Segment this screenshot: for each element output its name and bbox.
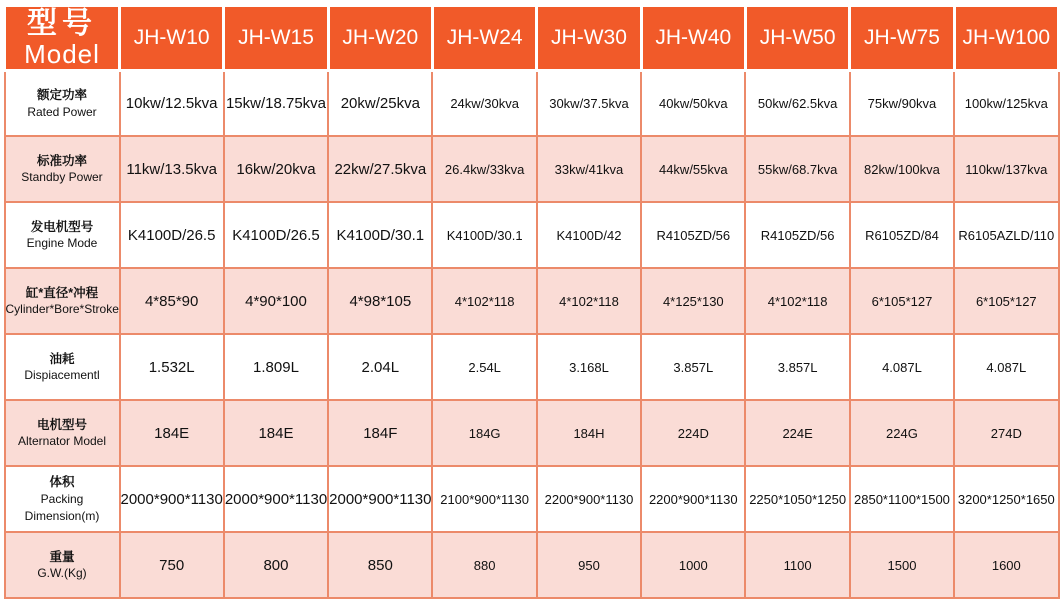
spec-value-cell: 4*102*118 bbox=[537, 268, 641, 334]
spec-row bbox=[5, 532, 1059, 598]
row-label-en: Rated Power bbox=[27, 104, 97, 119]
spec-value-cell: 1500 bbox=[850, 532, 954, 598]
spec-value-cell: 184H bbox=[537, 400, 641, 466]
spec-value-cell: 3200*1250*1650 bbox=[954, 466, 1058, 532]
spec-value-cell: 4*85*90 bbox=[120, 268, 224, 334]
row-label-en: Dispiacementl bbox=[24, 368, 100, 383]
spec-row bbox=[5, 466, 1059, 532]
spec-value-cell: 2000*900*1130 bbox=[224, 466, 328, 532]
spec-value-cell: 184E bbox=[224, 400, 328, 466]
header-row bbox=[5, 6, 1059, 71]
row-label-en: Packing Dimension(m) bbox=[24, 492, 100, 523]
model-header-cn: 型号 bbox=[27, 7, 97, 40]
spec-value-cell: 224E bbox=[745, 400, 849, 466]
spec-value-cell: K4100D/26.5 bbox=[120, 202, 224, 268]
spec-value-cell: 1100 bbox=[745, 532, 849, 598]
spec-value-cell: 224G bbox=[850, 400, 954, 466]
row-label-cn: 油耗 bbox=[49, 351, 75, 366]
spec-value-cell: 1600 bbox=[954, 532, 1058, 598]
model-column-header: JH-W100 bbox=[954, 6, 1058, 71]
spec-value-cell: 100kw/125kva bbox=[954, 70, 1058, 136]
spec-value-cell: 30kw/37.5kva bbox=[537, 70, 641, 136]
model-column-header: JH-W20 bbox=[328, 6, 432, 71]
model-column-header: JH-W10 bbox=[120, 6, 224, 71]
row-label-cn: 缸*直径*冲程 bbox=[25, 285, 99, 300]
spec-value-cell: 2200*900*1130 bbox=[641, 466, 745, 532]
spec-value-cell: 2000*900*1130 bbox=[328, 466, 432, 532]
row-label-cn: 发电机型号 bbox=[30, 219, 94, 234]
row-label bbox=[5, 334, 120, 400]
spec-value-cell: 950 bbox=[537, 532, 641, 598]
spec-value-cell: 2.04L bbox=[328, 334, 432, 400]
model-column-header: JH-W15 bbox=[224, 6, 328, 71]
model-column-header: JH-W24 bbox=[432, 6, 536, 71]
spec-value-cell: 4*102*118 bbox=[432, 268, 536, 334]
spec-value-cell: 2850*1100*1500 bbox=[850, 466, 954, 532]
row-label bbox=[5, 268, 120, 334]
model-column-header: JH-W30 bbox=[537, 6, 641, 71]
spec-value-cell: 850 bbox=[328, 532, 432, 598]
spec-value-cell: 274D bbox=[954, 400, 1058, 466]
row-label-cn: 额定功率 bbox=[36, 87, 87, 102]
row-label-en: G.W.(Kg) bbox=[37, 566, 87, 581]
spec-row bbox=[5, 334, 1059, 400]
spec-value-cell: 3.857L bbox=[641, 334, 745, 400]
row-label bbox=[5, 136, 120, 202]
model-column-header: JH-W50 bbox=[745, 6, 849, 71]
spec-value-cell: 4.087L bbox=[850, 334, 954, 400]
spec-value-cell: 10kw/12.5kva bbox=[120, 70, 224, 136]
row-label-en: Standby Power bbox=[21, 170, 103, 185]
row-label bbox=[5, 70, 120, 136]
spec-value-cell: 75kw/90kva bbox=[850, 70, 954, 136]
row-label bbox=[5, 532, 120, 598]
spec-value-cell: 24kw/30kva bbox=[432, 70, 536, 136]
spec-value-cell: 3.857L bbox=[745, 334, 849, 400]
spec-value-cell: 6*105*127 bbox=[850, 268, 954, 334]
spec-value-cell: 2000*900*1130 bbox=[120, 466, 224, 532]
spec-value-cell: K4100D/42 bbox=[537, 202, 641, 268]
spec-table-body bbox=[5, 70, 1059, 598]
spec-value-cell: 3.168L bbox=[537, 334, 641, 400]
model-header-cell bbox=[5, 6, 120, 71]
model-column-header: JH-W75 bbox=[850, 6, 954, 71]
row-label-en: Cylinder*Bore*Stroke bbox=[5, 302, 119, 317]
spec-value-cell: 11kw/13.5kva bbox=[120, 136, 224, 202]
spec-value-cell: 1000 bbox=[641, 532, 745, 598]
row-label bbox=[5, 202, 120, 268]
model-header-en: Model bbox=[24, 39, 100, 69]
spec-value-cell: 2.54L bbox=[432, 334, 536, 400]
row-label-cn: 重量 bbox=[49, 549, 75, 564]
spec-value-cell: 55kw/68.7kva bbox=[745, 136, 849, 202]
spec-value-cell: 4*125*130 bbox=[641, 268, 745, 334]
spec-value-cell: K4100D/30.1 bbox=[432, 202, 536, 268]
spec-value-cell: 750 bbox=[120, 532, 224, 598]
spec-value-cell: 26.4kw/33kva bbox=[432, 136, 536, 202]
spec-value-cell: 2100*900*1130 bbox=[432, 466, 536, 532]
spec-value-cell: 2250*1050*1250 bbox=[745, 466, 849, 532]
spec-value-cell: 2200*900*1130 bbox=[537, 466, 641, 532]
spec-value-cell: 4.087L bbox=[954, 334, 1058, 400]
spec-value-cell: 33kw/41kva bbox=[537, 136, 641, 202]
spec-value-cell: 224D bbox=[641, 400, 745, 466]
spec-row bbox=[5, 202, 1059, 268]
spec-value-cell: 44kw/55kva bbox=[641, 136, 745, 202]
generator-spec-table bbox=[3, 4, 1060, 599]
spec-row bbox=[5, 268, 1059, 334]
spec-value-cell: R4105ZD/56 bbox=[641, 202, 745, 268]
spec-value-cell: R4105ZD/56 bbox=[745, 202, 849, 268]
spec-value-cell: R6105AZLD/110 bbox=[954, 202, 1058, 268]
spec-value-cell: 20kw/25kva bbox=[328, 70, 432, 136]
spec-value-cell: 1.532L bbox=[120, 334, 224, 400]
spec-row bbox=[5, 136, 1059, 202]
row-label-cn: 标准功率 bbox=[36, 153, 87, 168]
spec-value-cell: 40kw/50kva bbox=[641, 70, 745, 136]
row-label-en: Engine Mode bbox=[26, 236, 98, 251]
spec-value-cell: 1.809L bbox=[224, 334, 328, 400]
spec-value-cell: K4100D/26.5 bbox=[224, 202, 328, 268]
spec-value-cell: 16kw/20kva bbox=[224, 136, 328, 202]
spec-value-cell: 15kw/18.75kva bbox=[224, 70, 328, 136]
spec-value-cell: 82kw/100kva bbox=[850, 136, 954, 202]
row-label-en: Alternator Model bbox=[17, 434, 107, 449]
spec-value-cell: 22kw/27.5kva bbox=[328, 136, 432, 202]
spec-value-cell: 110kw/137kva bbox=[954, 136, 1058, 202]
row-label-cn: 电机型号 bbox=[36, 417, 87, 432]
spec-value-cell: 6*105*127 bbox=[954, 268, 1058, 334]
spec-value-cell: 4*90*100 bbox=[224, 268, 328, 334]
spec-row bbox=[5, 70, 1059, 136]
spec-value-cell: R6105ZD/84 bbox=[850, 202, 954, 268]
model-column-header: JH-W40 bbox=[641, 6, 745, 71]
spec-value-cell: 4*98*105 bbox=[328, 268, 432, 334]
row-label bbox=[5, 400, 120, 466]
spec-value-cell: K4100D/30.1 bbox=[328, 202, 432, 268]
spec-value-cell: 184E bbox=[120, 400, 224, 466]
spec-row bbox=[5, 400, 1059, 466]
spec-value-cell: 184G bbox=[432, 400, 536, 466]
row-label-cn: 体积 bbox=[49, 475, 75, 490]
spec-value-cell: 800 bbox=[224, 532, 328, 598]
spec-value-cell: 880 bbox=[432, 532, 536, 598]
spec-value-cell: 50kw/62.5kva bbox=[745, 70, 849, 136]
spec-value-cell: 4*102*118 bbox=[745, 268, 849, 334]
spec-value-cell: 184F bbox=[328, 400, 432, 466]
row-label bbox=[5, 466, 120, 532]
